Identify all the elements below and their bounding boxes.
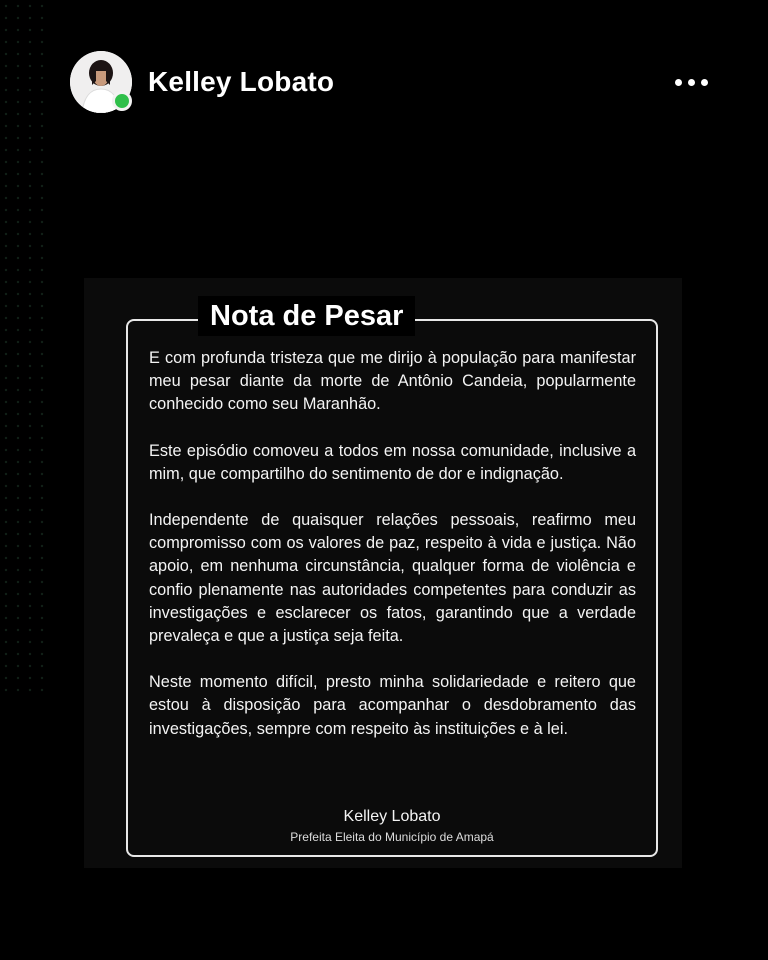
note-paragraph: E com profunda tristeza que me dirijo à população para manifestar meu pesar diante da morte de Antônio Candeia, popularmente conhecido como seu Maranhão.: [149, 349, 636, 414]
note-title: Nota de Pesar: [198, 296, 415, 336]
note-paragraph: Este episódio comoveu a todos em nossa comunidade, inclusive a mim, que compartilho do sentimento de dor e indignação.: [149, 441, 636, 483]
note-body: [149, 347, 636, 741]
avatar[interactable]: [70, 51, 132, 113]
post-header: [70, 50, 708, 114]
dot-icon: [701, 79, 708, 86]
decorative-dot-pattern: [0, 0, 50, 700]
note-paragraph: Independente de quaisquer relações pessoais, reafirmo meu compromisso com os valores de paz, respeito à vida e justiça. Não apoio, em nenhuma circunstância, qualquer forma de violência e confio plenamente nas autoridades competentes para conduzir as investigações e esclarecer os fatos, garantindo que a verdade prevaleça e que a justiça seja feita.: [149, 511, 636, 646]
signature-role: Prefeita Eleita do Município de Amapá: [290, 830, 494, 844]
dot-icon: [675, 79, 682, 86]
more-horizontal-icon[interactable]: [675, 79, 708, 86]
dot-icon: [688, 79, 695, 86]
online-status-indicator: [112, 91, 132, 111]
signature-name: Kelley Lobato: [343, 808, 441, 825]
username[interactable]: Kelley Lobato: [148, 66, 335, 97]
note-paragraph: Neste momento difícil, presto minha solidariedade e reitero que estou à disposição para acompanhar o desdobramento das investigações, sempre com respeito às instituições e à lei.: [149, 673, 636, 738]
